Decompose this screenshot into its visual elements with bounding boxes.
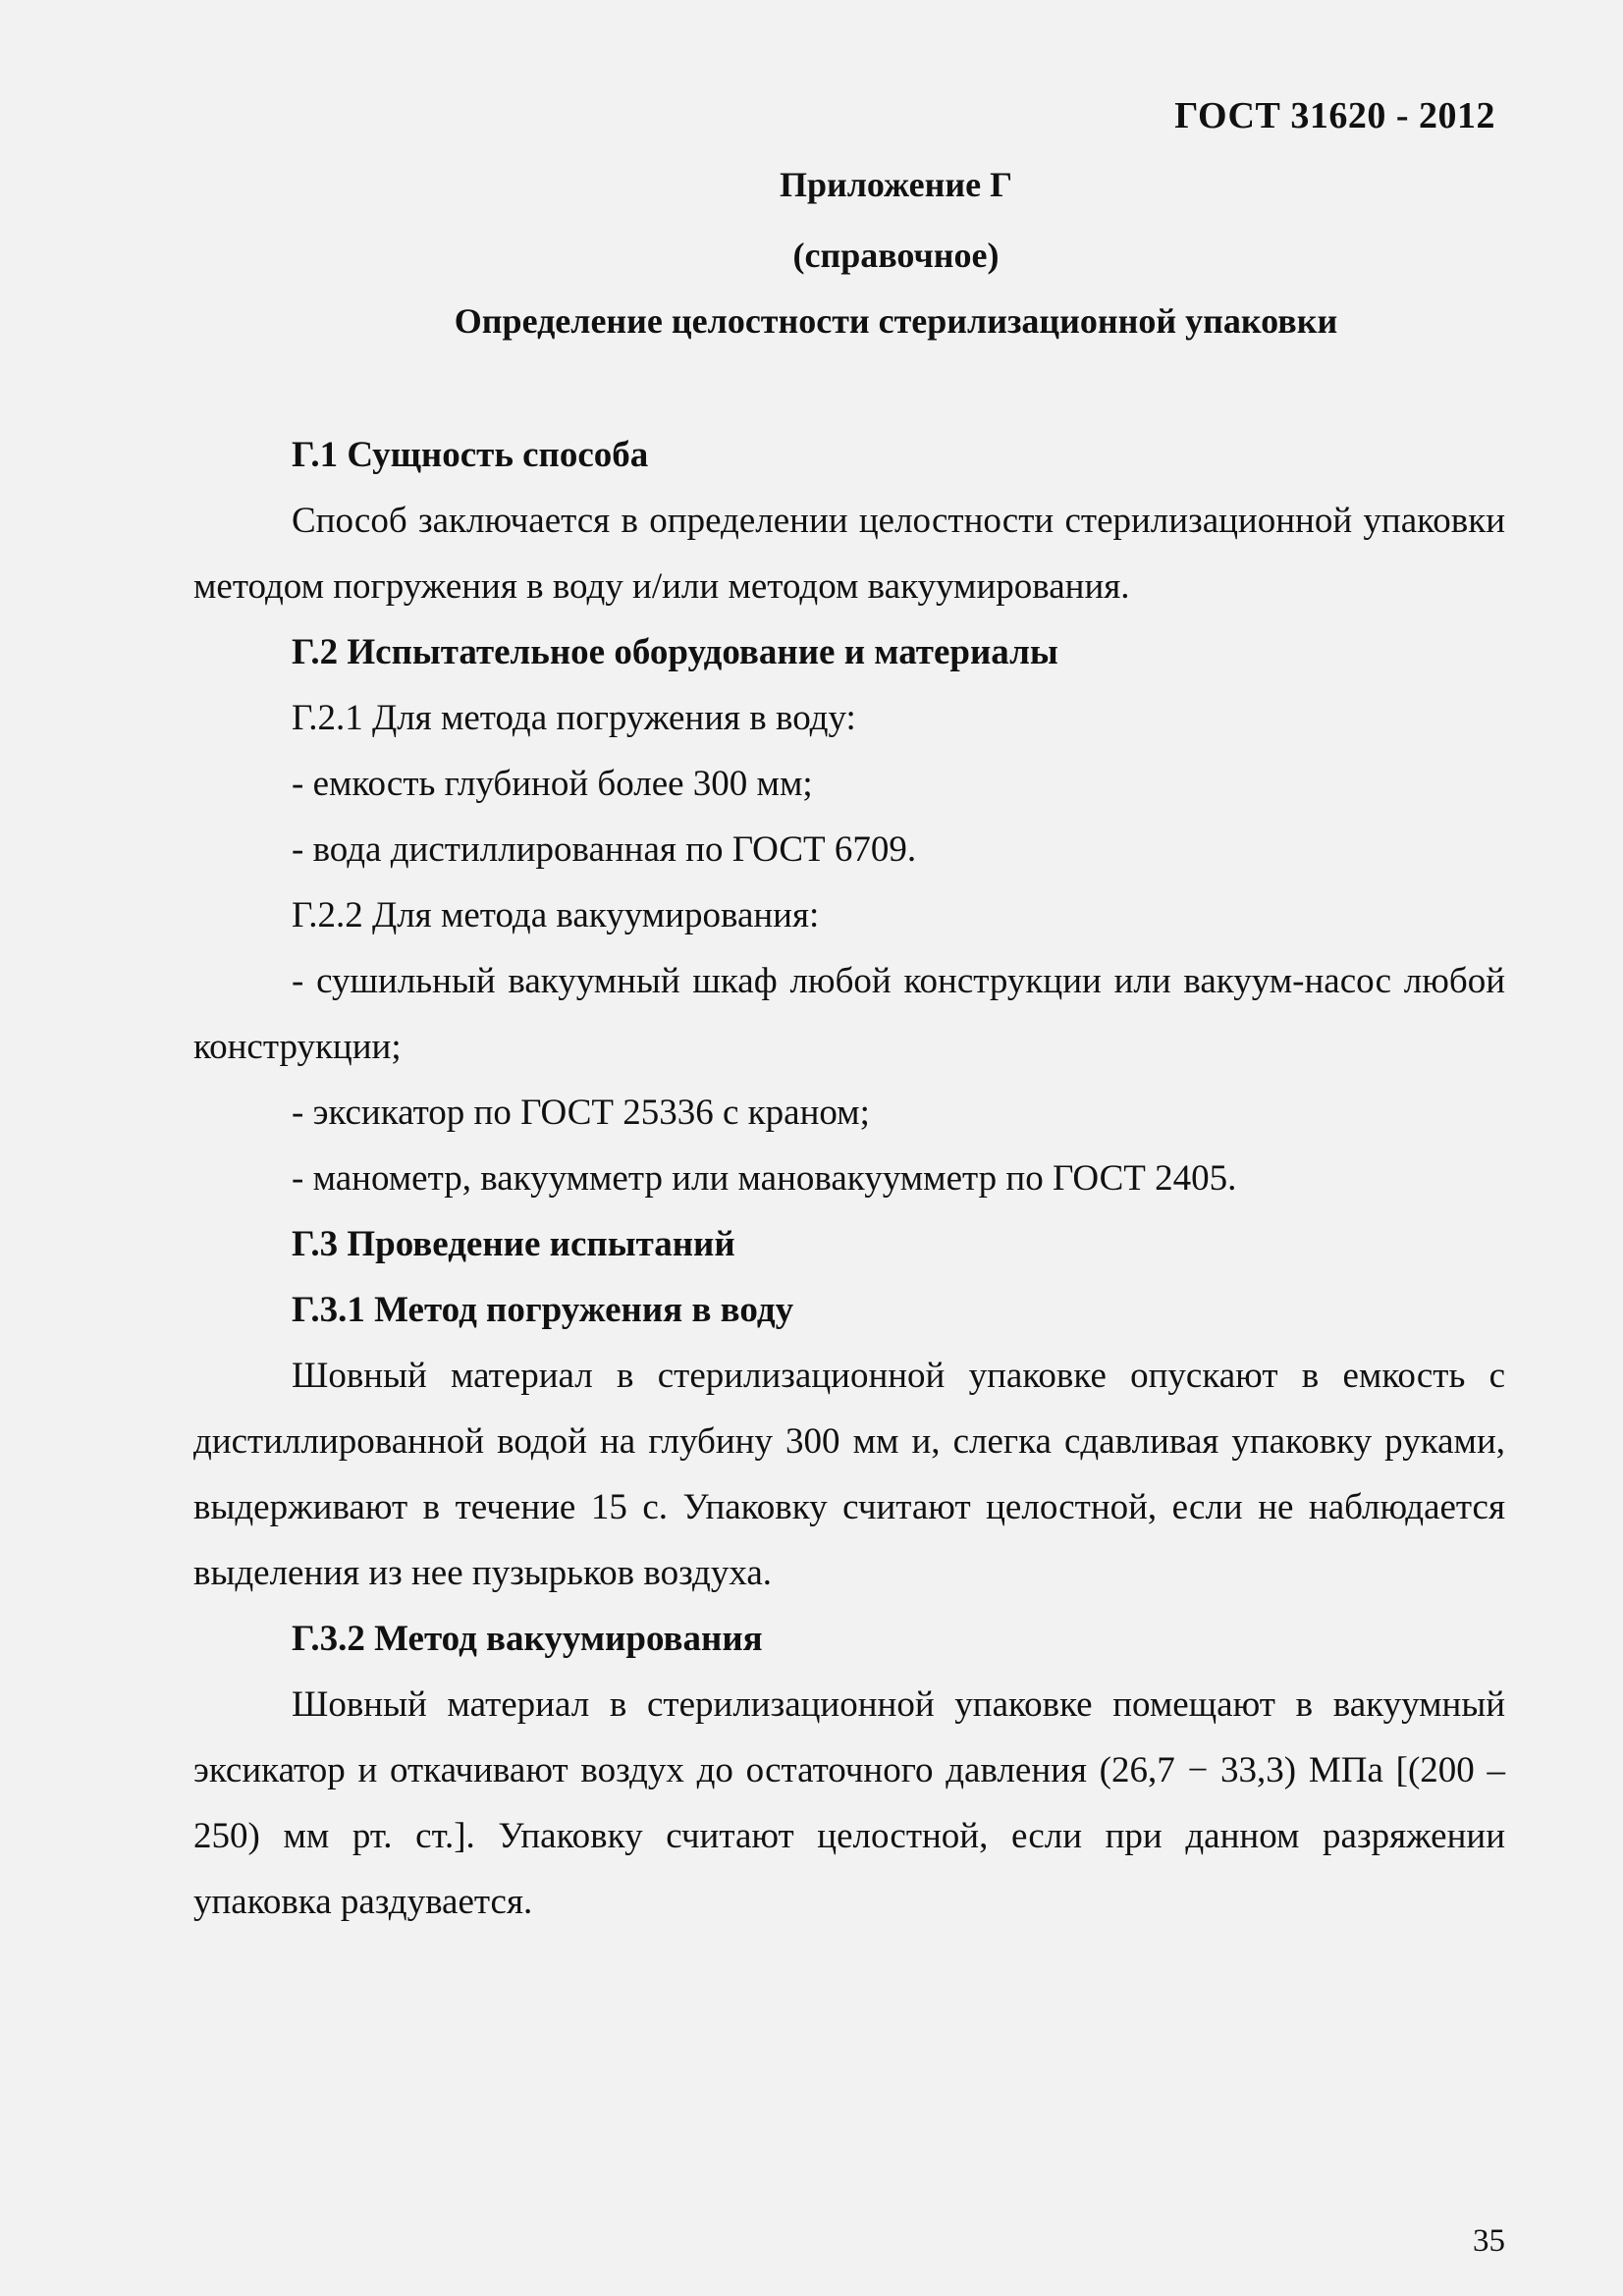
section-heading-g2: Г.2 Испытательное оборудование и материалы bbox=[292, 632, 1058, 672]
section-text-g3-1: Шовный материал в стерилизационной упаковке опускают в емкость с дистиллированной водой на глубину 300 мм и, слегка сдавливая упаковку руками, выдерживают в течение 15 с. Упаковку считают целостной, если не наблюдается выделения из нее пузырьков воздуха. bbox=[193, 1356, 1505, 1593]
subsection-heading-g3-2: Г.3.2 Метод вакуумирования bbox=[292, 1619, 763, 1659]
list-item: - емкость глубиной более 300 мм; bbox=[292, 764, 813, 804]
subsection-intro-g2-1: Г.2.1 Для метода погружения в воду: bbox=[292, 698, 856, 738]
annex-title: Определение целостности стерилизационной упаковки bbox=[454, 301, 1338, 341]
annex-type: (справочное) bbox=[792, 236, 1000, 275]
subsection-heading-g3-1: Г.3.1 Метод погружения в воду bbox=[292, 1290, 794, 1330]
section-text-g3-2: Шовный материал в стерилизационной упаковке помещают в вакуумный эксикатор и откачивают воздух до остаточного давления (26,7 − 33,3) МПа [(200 – 250) мм рт. ст.]. Упаковку считают целостной, если при данном разряжении упаковка раздувается. bbox=[193, 1684, 1505, 1922]
list-item: - манометр, вакуумметр или мановакуумметр по ГОСТ 2405. bbox=[292, 1158, 1237, 1199]
list-item: - вода дистиллированная по ГОСТ 6709. bbox=[292, 829, 917, 870]
section-heading-g3: Г.3 Проведение испытаний bbox=[292, 1224, 735, 1264]
subsection-intro-g2-2: Г.2.2 Для метода вакуумирования: bbox=[292, 895, 820, 935]
section-heading-g1: Г.1 Сущность способа bbox=[292, 435, 649, 475]
list-item: - сушильный вакуумный шкаф любой конструкции или вакуум-насос любой конструкции; bbox=[193, 961, 1505, 1067]
document-code: ГОСТ 31620 - 2012 bbox=[1174, 95, 1495, 136]
document-body bbox=[193, 422, 1505, 1935]
section-text-g1: Способ заключается в определении целостности стерилизационной упаковки методом погружения в воду и/или методом вакуумирования. bbox=[193, 501, 1505, 607]
list-item: - эксикатор по ГОСТ 25336 с краном; bbox=[292, 1093, 870, 1133]
annex-label: Приложение Г bbox=[779, 165, 1013, 204]
page-number: 35 bbox=[1473, 2223, 1505, 2259]
